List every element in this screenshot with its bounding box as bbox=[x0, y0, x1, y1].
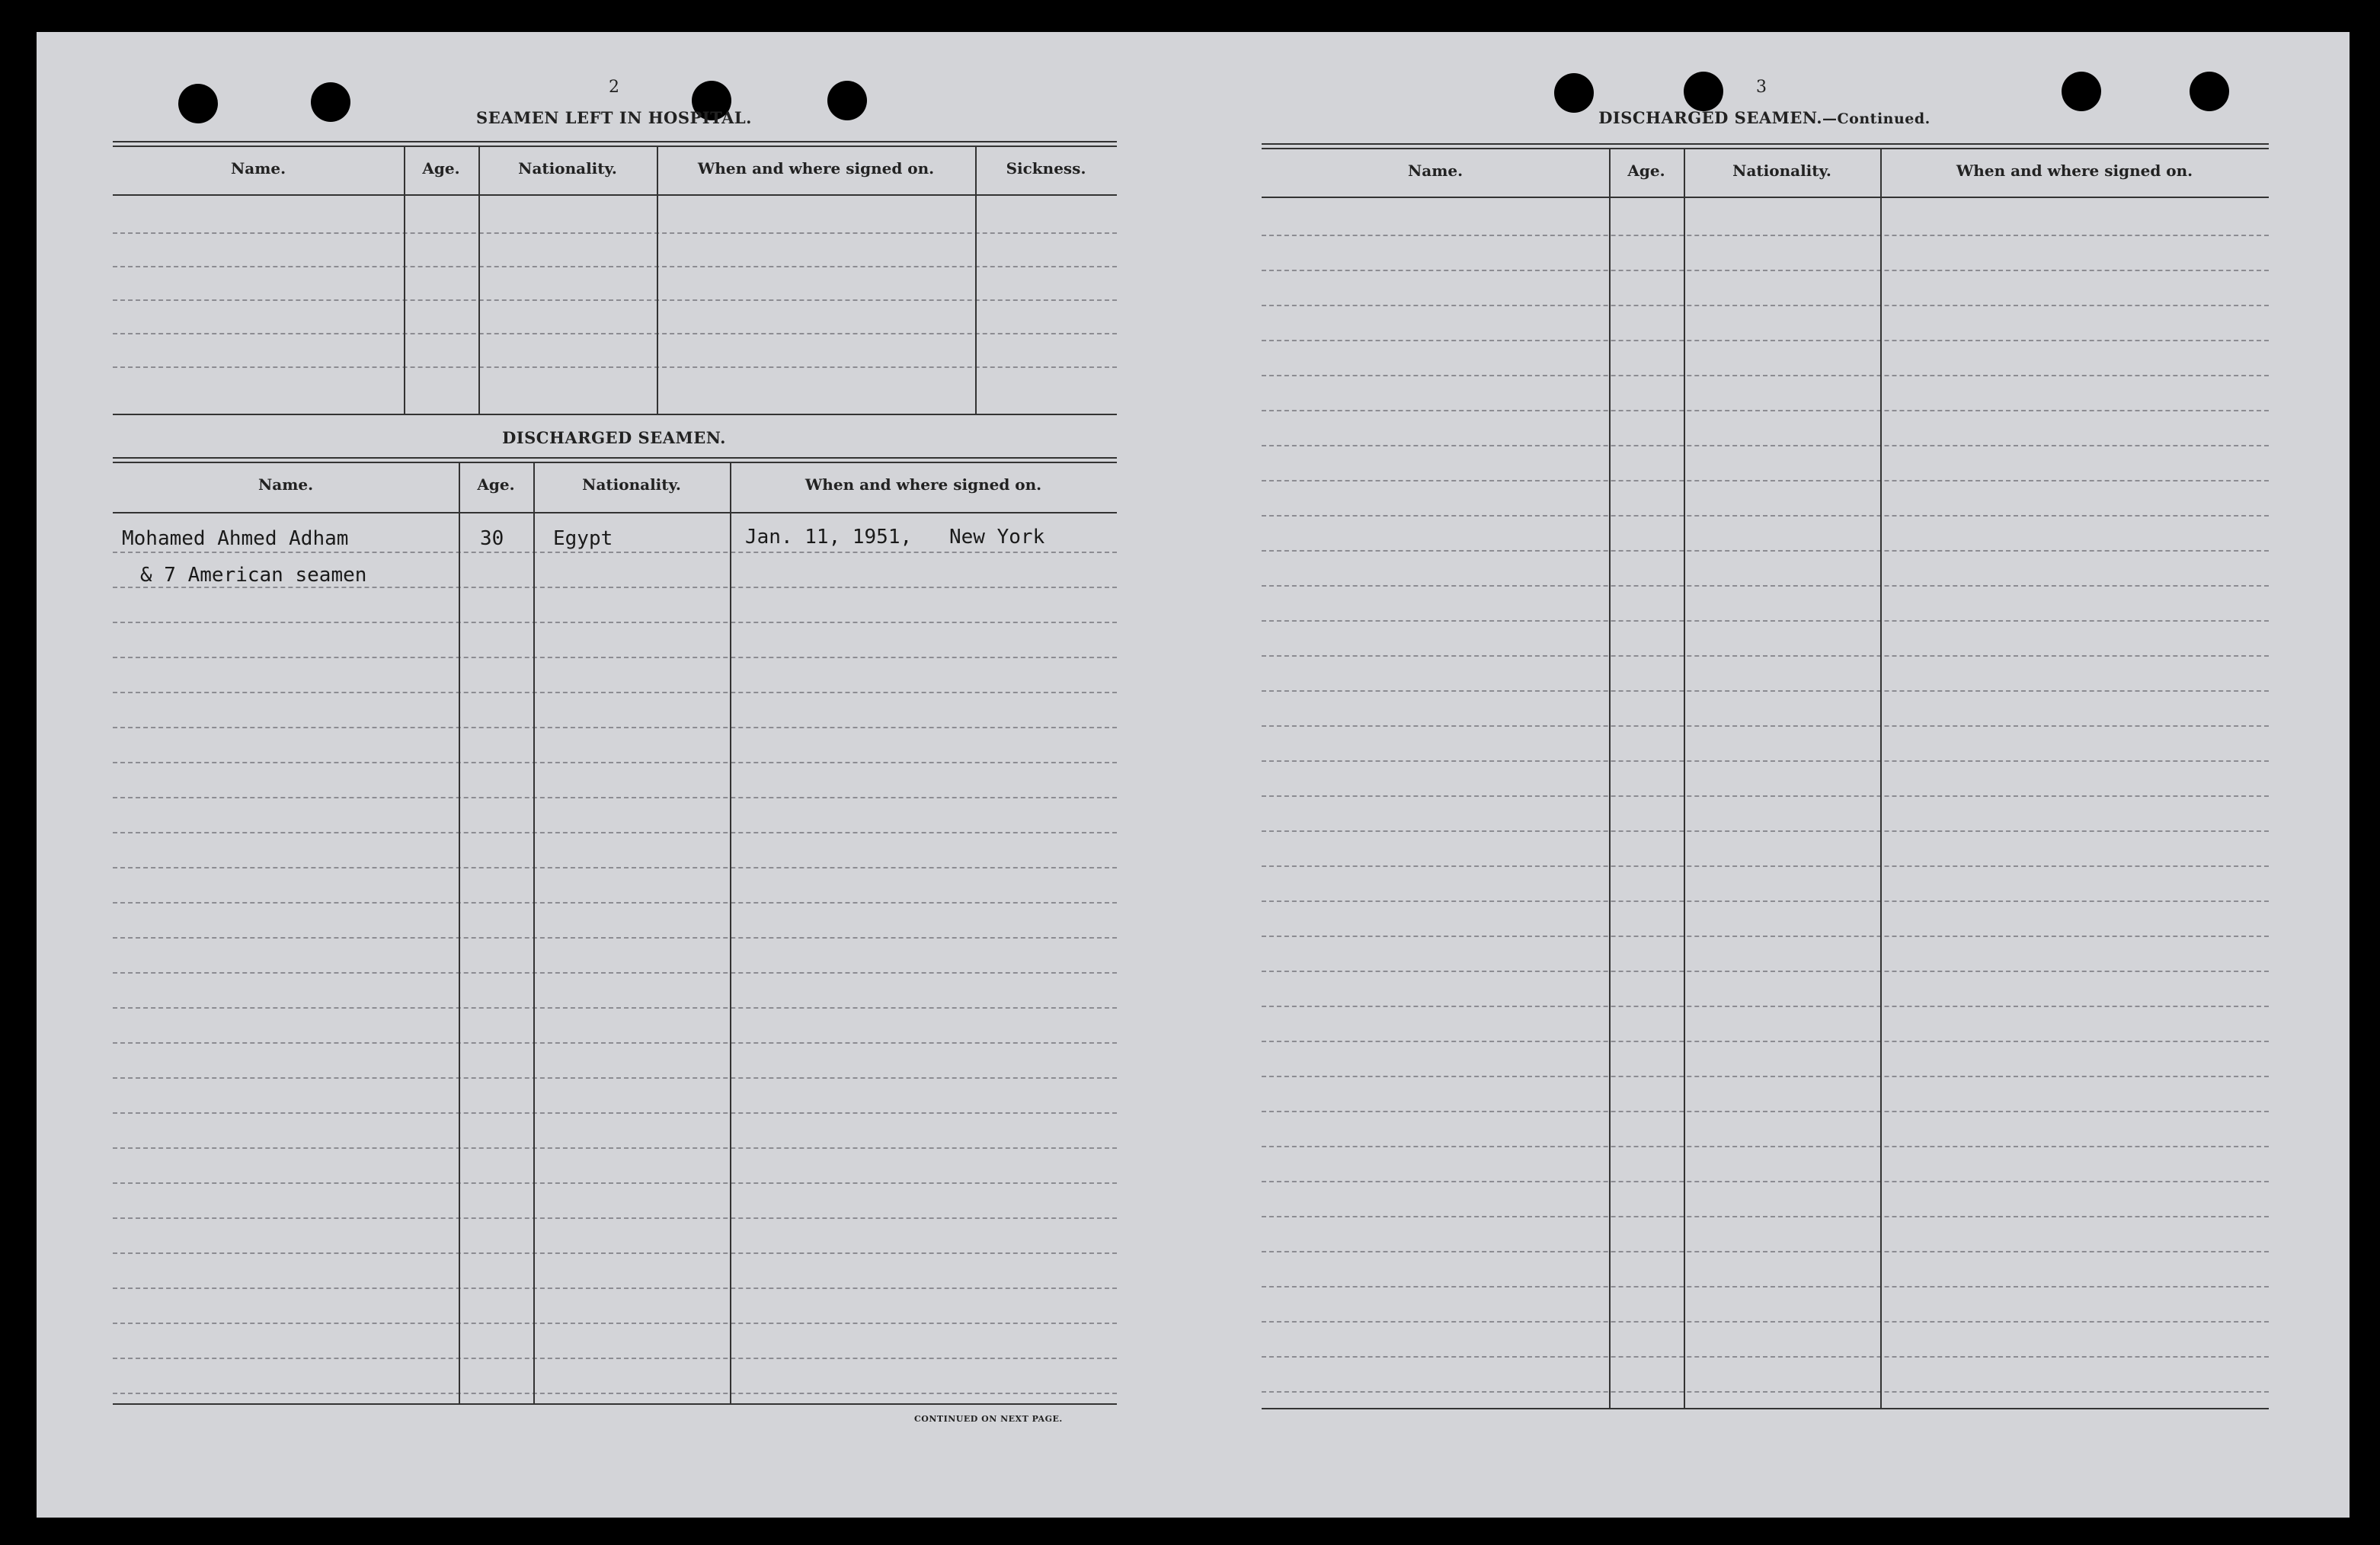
ruled-line bbox=[113, 1147, 1117, 1149]
ruled-line bbox=[113, 1112, 1117, 1114]
ruled-line bbox=[113, 1077, 1117, 1079]
discharged-header-nationality: Nationality. bbox=[582, 475, 681, 494]
ruled-line bbox=[113, 657, 1117, 658]
ruled-line bbox=[1262, 1391, 2269, 1393]
ruled-line bbox=[113, 937, 1117, 939]
ruled-line bbox=[1262, 971, 2269, 972]
hospital-header-nationality: Nationality. bbox=[518, 159, 617, 178]
ruled-line bbox=[113, 1217, 1117, 1219]
discharged-header-age: Age. bbox=[477, 475, 515, 494]
punch-hole bbox=[178, 84, 218, 123]
ruled-line bbox=[113, 692, 1117, 693]
ruled-line bbox=[113, 622, 1117, 623]
continued-note: CONTINUED ON NEXT PAGE. bbox=[914, 1414, 1063, 1424]
ruled-line bbox=[113, 587, 1117, 588]
hospital-header-signed-on: When and where signed on. bbox=[697, 159, 935, 178]
discharged-continued-title-text: DISCHARGED SEAMEN. bbox=[1598, 108, 1823, 127]
ruled-line bbox=[1262, 480, 2269, 481]
ruled-line bbox=[1262, 760, 2269, 762]
seaman-signed-place: New York bbox=[949, 526, 1045, 549]
hospital-section-title: SEAMEN LEFT IN HOSPITAL. bbox=[476, 108, 752, 127]
ruled-line bbox=[1262, 1286, 2269, 1288]
ruled-line bbox=[113, 727, 1117, 728]
ruled-line bbox=[113, 832, 1117, 833]
ruled-line bbox=[113, 1393, 1117, 1394]
ruled-line bbox=[1262, 1251, 2269, 1252]
ruled-line bbox=[1262, 1321, 2269, 1323]
ruled-line bbox=[113, 1358, 1117, 1359]
continued-suffix: —Continued. bbox=[1822, 110, 1931, 127]
ruled-line bbox=[1262, 936, 2269, 937]
ruled-line bbox=[113, 902, 1117, 904]
ruled-line bbox=[1262, 1076, 2269, 1077]
continued-header-nationality: Nationality. bbox=[1732, 162, 1831, 180]
ruled-line bbox=[1262, 305, 2269, 306]
ruled-line bbox=[1262, 585, 2269, 587]
ruled-line bbox=[1262, 620, 2269, 622]
ruled-line bbox=[113, 1288, 1117, 1289]
ruled-line bbox=[1262, 1146, 2269, 1147]
punch-hole bbox=[311, 82, 350, 122]
seaman-name: Mohamed Ahmed Adham bbox=[122, 527, 349, 550]
ruled-line bbox=[1262, 655, 2269, 657]
ruled-line bbox=[113, 1042, 1117, 1044]
ruled-line bbox=[113, 1007, 1117, 1009]
ruled-line bbox=[1262, 1041, 2269, 1042]
punch-hole bbox=[2190, 72, 2229, 111]
ruled-line bbox=[1262, 375, 2269, 376]
continued-header-name: Name. bbox=[1407, 162, 1464, 180]
ruled-line bbox=[1262, 1181, 2269, 1182]
punch-hole bbox=[2062, 72, 2101, 111]
ruled-line bbox=[1262, 235, 2269, 236]
ruled-line bbox=[1262, 830, 2269, 832]
ruled-line bbox=[113, 1252, 1117, 1254]
hospital-header-sickness: Sickness. bbox=[1006, 159, 1086, 178]
ruled-line bbox=[113, 972, 1117, 974]
discharged-section-title: DISCHARGED SEAMEN. bbox=[502, 428, 726, 447]
discharged-continued-table bbox=[1262, 143, 2269, 1411]
discharged-table bbox=[113, 457, 1117, 1409]
ruled-line bbox=[1262, 1356, 2269, 1358]
hospital-header-age: Age. bbox=[422, 159, 460, 178]
ruled-line bbox=[113, 1182, 1117, 1184]
ruled-line bbox=[113, 552, 1117, 553]
ruled-line bbox=[113, 797, 1117, 798]
discharged-header-signed-on: When and where signed on. bbox=[805, 475, 1042, 494]
seaman-age: 30 bbox=[480, 527, 504, 550]
ruled-line bbox=[1262, 515, 2269, 517]
seaman-signed-date: Jan. 11, 1951, bbox=[745, 526, 913, 549]
hospital-header-name: Name. bbox=[230, 159, 286, 178]
page-number-right: 3 bbox=[1756, 78, 1767, 97]
ruled-line bbox=[1262, 445, 2269, 446]
hospital-table bbox=[113, 141, 1117, 417]
ruled-line bbox=[1262, 725, 2269, 727]
ruled-line bbox=[1262, 550, 2269, 552]
ruled-line bbox=[1262, 340, 2269, 341]
discharged-continued-title bbox=[1598, 108, 1931, 127]
ruled-line bbox=[1262, 865, 2269, 867]
ruled-line bbox=[1262, 900, 2269, 902]
ruled-line bbox=[113, 762, 1117, 763]
continued-header-age: Age. bbox=[1627, 162, 1665, 180]
punch-hole bbox=[1554, 73, 1594, 113]
continued-header-signed-on: When and where signed on. bbox=[1956, 162, 2193, 180]
ruled-line bbox=[1262, 270, 2269, 271]
ruled-line bbox=[1262, 410, 2269, 411]
ruled-line bbox=[1262, 1216, 2269, 1217]
seaman-nationality: Egypt bbox=[553, 527, 613, 550]
ruled-line bbox=[113, 1323, 1117, 1324]
ruled-line bbox=[113, 867, 1117, 868]
discharged-header-name: Name. bbox=[258, 475, 314, 494]
punch-hole bbox=[827, 81, 867, 120]
punch-hole bbox=[1684, 72, 1723, 111]
page-number-left: 2 bbox=[609, 78, 619, 97]
ruled-line bbox=[1262, 795, 2269, 797]
ruled-line bbox=[1262, 1006, 2269, 1007]
ruled-line bbox=[1262, 690, 2269, 692]
ruled-line bbox=[1262, 1111, 2269, 1112]
seaman-name-continued: & 7 American seamen bbox=[140, 564, 367, 587]
